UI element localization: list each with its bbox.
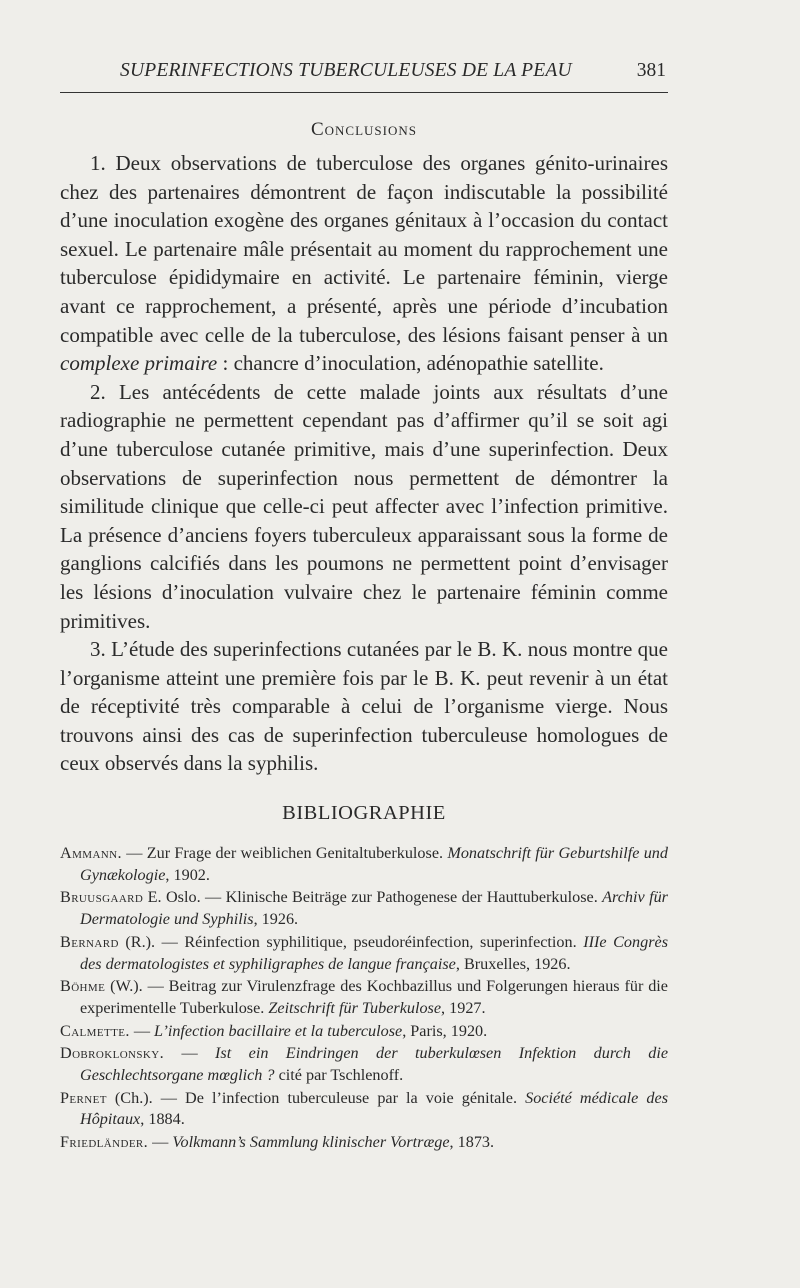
reference-pernet: Pernet (Ch.). — De l’infection tuberculeuse par la voie génitale. Société médicale des Hôpitaux, 1884.: [60, 1088, 668, 1129]
header-rule: [60, 92, 668, 93]
reference-bernard: Bernard (R.). — Réinfection syphilitique, pseudoréinfection, superinfection. IIIe Congrès des dermatologistes et syphiligraphes de langue française, Bruxelles, 1926.: [60, 932, 668, 973]
bibliography-title: BIBLIOGRAPHIE: [282, 802, 446, 825]
reference-calmette: Calmette. — L’infection bacillaire et la tuberculose, Paris, 1920.: [60, 1021, 488, 1040]
page-number: 381: [636, 60, 666, 81]
reference-friedlander: Friedländer. — Volkmann’s Sammlung klinischer Vortræge, 1873.: [60, 1133, 495, 1151]
reference-bohme: Böhme (W.). — Beitrag zur Virulenzfrage des Kochbazillus und Folgerungen hieraus für die experimentelle Tuberkulose. Zeitschrift für Tuberkulose, 1927.: [60, 977, 668, 1018]
page-header: [60, 58, 668, 88]
page: [60, 58, 668, 1155]
reference-ammann: Ammann. — Zur Frage der weiblichen Genitaltuberkulose. Monatschrift für Geburtshilfe und Gynækologie, 1902.: [60, 844, 668, 884]
reference-bruusgaard: Bruusgaard E. Oslo. — Klinische Beiträge zur Pathogenese der Hauttuberkulose. Archiv für Dermatologie und Syphilis, 1926.: [60, 888, 668, 929]
conclusion-paragraph-1: 1. Deux observations de tuberculose des organes génito-urinaires chez des partenaires démontrent de façon indiscutable la possibilité d’une inoculation exogène des organes génitaux à l’occasion du contact sexuel. Le partenaire mâle présentait au moment du rapprochement une tuberculose épididymaire en activité. Le partenaire féminin, vierge avant ce rapprochement, a présenté, après une période d’incubation compatible avec celle de la tuberculose, des lésions faisant penser à un complexe primaire : chancre d’inoculation, adénopathie satellite.: [60, 151, 668, 376]
conclusion-paragraph-2: 2. Les antécédents de cette malade joints aux résultats d’une radiographie ne permettent cependant pas d’affirmer qu’il se soit agi d’une tuberculose cutanée primitive, mais d’une superinfection. Deux observations de superinfection nous permettent de démontrer la similitude clinique que celle-ci peut affecter avec l’infection primitive. La présence d’anciens foyers tuberculeux apparaissant sous la forme de ganglions calcifiés dans les poumons ne permettent point d’envisager les lésions d’inoculation vulvaire chez le partenaire féminin comme primitives.: [60, 379, 668, 633]
reference-dobroklonsky: Dobroklonsky. — Ist ein Eindringen der tuberkulœsen Infektion durch die Geschlechtsorgane mœglich ? cité par Tschlenoff.: [60, 1044, 669, 1085]
bibliography-list: [60, 843, 668, 1154]
conclusions-title: Conclusions: [310, 119, 417, 140]
conclusion-paragraph-3: 3. L’étude des superinfections cutanées par le B. K. nous montre que l’organisme atteint une première fois par le B. K. peut revenir à un état de réceptivité très comparable à celui de l’organisme vierge. Nous trouvons ainsi des cas de superinfection tuberculeuse homologues de ceux observés dans la syphilis.: [60, 637, 668, 776]
running-title: SUPERINFECTIONS TUBERCULEUSES DE LA PEAU: [120, 60, 572, 81]
